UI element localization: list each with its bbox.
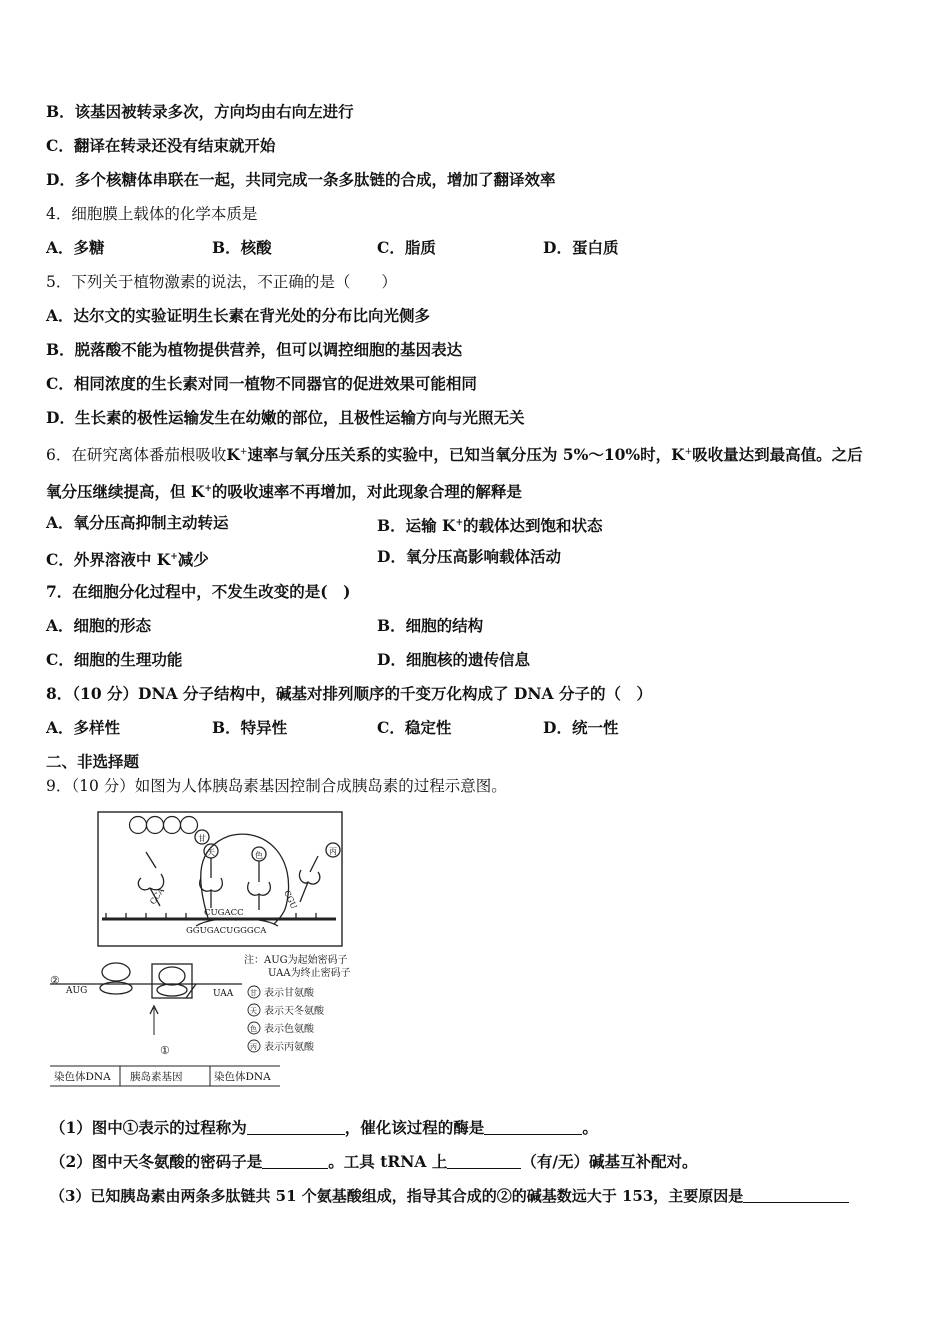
- q3-option-c: C．翻译在转录还没有结束就开始: [46, 136, 276, 155]
- legend-mark-ala: 丙: [250, 1043, 257, 1051]
- peptide-chain: [130, 817, 198, 834]
- q6-option-d: D．氧分压高影响载体活动: [377, 547, 561, 566]
- q6-option-b: [377, 513, 603, 536]
- q6-stem-part: 6．在研究离体番茄根吸收: [46, 446, 227, 464]
- q9-part1-text: （1）图中①表示的过程称为: [50, 1118, 247, 1137]
- q3-option-d: D．多个核糖体串联在一起，共同完成一条多肽链的合成，增加了翻译效率: [46, 170, 556, 189]
- q7-option-a: A．细胞的形态: [46, 616, 152, 635]
- q4-option-a: A．多糖: [46, 238, 105, 257]
- q7-option-b: B．细胞的结构: [377, 616, 484, 635]
- fig-label-ala: 丙: [329, 847, 337, 856]
- q4-option-d: D．蛋白质: [543, 238, 619, 257]
- fig-dna-right: 染色体DNA: [214, 1071, 271, 1083]
- q9-stem: 9．（10 分）如图为人体胰岛素基因控制合成胰岛素的过程示意图。: [46, 777, 507, 795]
- q4-option-b: B．核酸: [212, 238, 272, 257]
- superscript-plus: +: [455, 518, 464, 528]
- q9-part2-text: 。工具 tRNA 上: [328, 1152, 448, 1171]
- superscript-plus: +: [684, 447, 693, 457]
- fig-anticodon-right: CGU: [282, 889, 299, 911]
- q5-option-b: B．脱落酸不能为植物提供营养，但可以调控细胞的基因表达: [46, 340, 463, 359]
- q6-option-b-part: 的载体达到饱和状态: [463, 516, 603, 535]
- q6-stem-part: 氧分压继续提高，但 K: [46, 482, 205, 501]
- legend-trp: 表示色氨酸: [264, 1024, 314, 1035]
- q6-stem-line2: [46, 479, 522, 502]
- q9-part2-text: （2）图中天冬氨酸的密码子是: [50, 1152, 263, 1171]
- q5-option-d: D．生长素的极性运输发生在幼嫩的部位，且极性运输方向与光照无关: [46, 408, 525, 427]
- q6-stem-part: 速率与氧分压关系的实验中，已知当氧分压为 5%～10%时，K: [247, 445, 685, 464]
- fig-mrna-seq: GGUGACUGGGCA: [186, 926, 267, 936]
- answer-blank[interactable]: [743, 1186, 849, 1203]
- q6-stem-part: 吸收量达到最高值。之后: [692, 445, 863, 464]
- fig-label-asp: 天: [207, 848, 215, 857]
- trna-shape: [248, 861, 271, 910]
- q9-part3: [50, 1186, 849, 1206]
- answer-blank[interactable]: [247, 1118, 345, 1135]
- fig-marker-2: ②: [50, 974, 60, 987]
- fig-note-start: 注：AUG为起始密码子: [244, 955, 348, 966]
- q6-option-a: A．氧分压高抑制主动转运: [46, 513, 229, 532]
- legend-ala: 表示丙氨酸: [264, 1042, 314, 1053]
- ribosome-icon: [159, 967, 185, 985]
- fig-label-trp: 色: [255, 851, 263, 860]
- section-heading: 二、非选择题: [46, 752, 140, 771]
- answer-blank[interactable]: [262, 1152, 328, 1169]
- q6-stem-line1: [46, 442, 863, 465]
- q8-option-b: B．特异性: [212, 718, 288, 737]
- q9-part2-text: （有/无）碱基互补配对。: [521, 1152, 698, 1171]
- superscript-plus: +: [170, 552, 178, 562]
- legend-mark-asp: 天: [250, 1007, 257, 1015]
- q6-option-c-part: C．外界溶液中 K: [46, 550, 171, 569]
- q9-part1-text: ，催化该过程的酶是: [344, 1118, 485, 1137]
- legend-gly: 表示甘氨酸: [264, 988, 314, 999]
- q5-option-c: C．相同浓度的生长素对同一植物不同器官的促进效果可能相同: [46, 374, 477, 393]
- fig-uaa: UAA: [213, 989, 234, 999]
- q9-part2: [50, 1152, 698, 1172]
- fig-note-stop: UAA为终止密码子: [268, 968, 351, 979]
- q3-option-b: B．该基因被转录多次，方向均由右向左进行: [46, 102, 354, 121]
- q8-option-d: D．统一性: [543, 718, 619, 737]
- insulin-synthesis-diagram: [46, 808, 376, 1090]
- fig-dna-mid: 胰岛素基因: [130, 1071, 183, 1083]
- q9-part1-text: 。: [582, 1118, 598, 1137]
- ribosome-icon: [102, 963, 130, 981]
- superscript-plus: +: [239, 447, 248, 457]
- q8-option-c: C．稳定性: [377, 718, 452, 737]
- q7-option-c: C．细胞的生理功能: [46, 650, 183, 669]
- trna-shape: [299, 856, 319, 902]
- q8-option-a: A．多样性: [46, 718, 121, 737]
- q8-stem: 8．（10 分）DNA 分子结构中，碱基对排列顺序的千变万化构成了 DNA 分子的（ ）: [46, 684, 652, 703]
- superscript-plus: +: [204, 484, 212, 494]
- fig-label-gly: 甘: [198, 834, 206, 843]
- fig-aug: AUG: [66, 986, 88, 996]
- q9-part1: [50, 1118, 598, 1138]
- q6-stem-k: K: [226, 445, 240, 464]
- fig-anticodon-center: CUGACC: [204, 908, 244, 918]
- legend-mark-gly: 甘: [250, 989, 257, 997]
- q6-option-b-part: B．运输 K: [377, 516, 456, 535]
- fig-marker-1: ①: [160, 1044, 170, 1057]
- answer-blank[interactable]: [484, 1118, 582, 1135]
- fig-dna-left: 染色体DNA: [54, 1071, 111, 1083]
- q6-option-c: [46, 547, 209, 570]
- ribosome-icon: [157, 984, 187, 996]
- q6-option-c-part: 减少: [177, 550, 209, 569]
- q5-stem: 5．下列关于植物激素的说法，不正确的是（ ）: [46, 273, 397, 291]
- q7-option-d: D．细胞核的遗传信息: [377, 650, 530, 669]
- q7-stem: 7．在细胞分化过程中，不发生改变的是( ): [46, 582, 351, 601]
- fig-anticodon-left: CCA: [148, 886, 166, 907]
- q5-option-a: A．达尔文的实验证明生长素在背光处的分布比向光侧多: [46, 306, 431, 325]
- legend-asp: 表示天冬氨酸: [264, 1006, 324, 1017]
- answer-blank[interactable]: [447, 1152, 521, 1169]
- legend-mark-trp: 色: [250, 1025, 257, 1033]
- q9-part3-text: （3）已知胰岛素由两条多肽链共 51 个氨基酸组成，指导其合成的②的碱基数远大于 153，主要原因是: [50, 1187, 744, 1205]
- q4-option-c: C．脂质: [377, 238, 436, 257]
- q4-stem: 4．细胞膜上载体的化学本质是: [46, 205, 258, 223]
- q6-stem-part: 的吸收速率不再增加，对此现象合理的解释是: [211, 482, 522, 501]
